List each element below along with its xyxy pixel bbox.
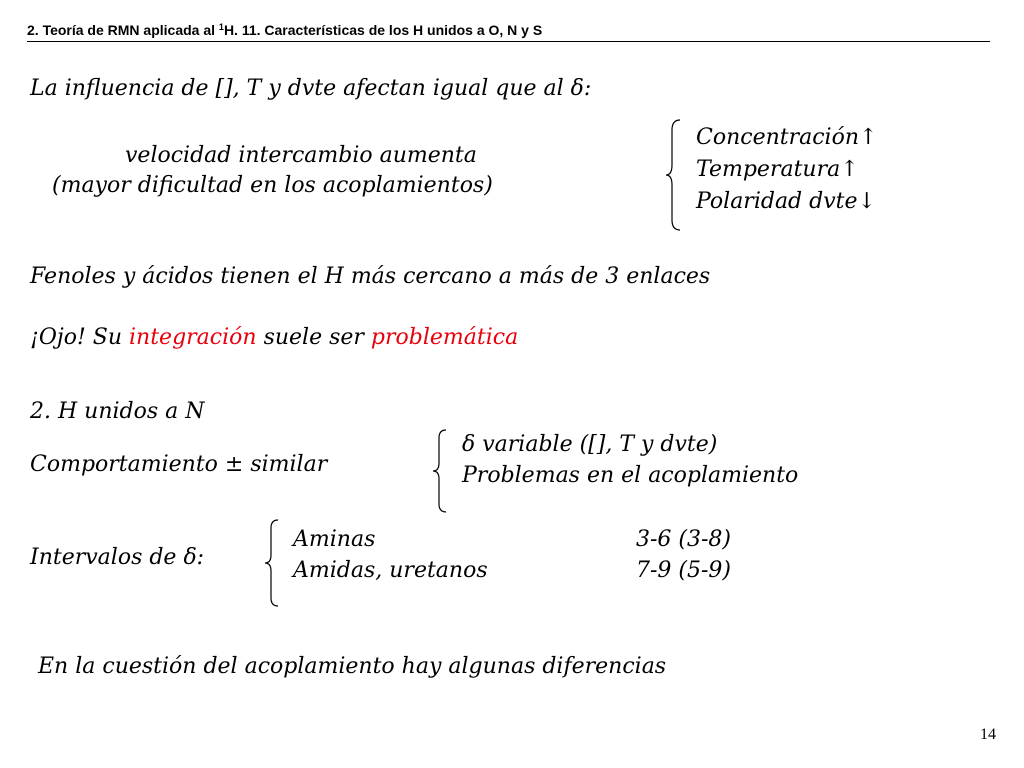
slide-title-superscript: 1	[218, 22, 224, 32]
effect-line-1: velocidad intercambio aumenta	[125, 143, 477, 168]
details-brace-icon	[431, 428, 451, 514]
detail-coupling-problems: Problemas en el acoplamiento	[462, 463, 799, 488]
behaviour-label: Comportamiento ± similar	[30, 452, 328, 477]
factor-concentration: Concentración↑	[696, 125, 878, 150]
interval-range-amines: 3-6 (3-8)	[636, 527, 732, 552]
warning-highlight-problematic: problemática	[370, 325, 519, 350]
detail-variable-shift: δ variable ([], T y dvte)	[462, 432, 718, 457]
phenols-note: Fenoles y ácidos tienen el H más cercano a más de 3 enlaces	[30, 264, 711, 289]
slide-title-prefix: 2. Teoría de RMN aplicada al	[27, 22, 219, 38]
effect-line-2: (mayor dificultad en los acoplamientos)	[52, 173, 493, 198]
integration-warning	[30, 323, 518, 353]
factors-brace-icon	[664, 118, 686, 232]
intervals-label: Intervalos de δ:	[30, 545, 205, 570]
interval-range-amides: 7-9 (5-9)	[636, 558, 732, 583]
warning-highlight-integration: integración	[129, 325, 257, 350]
section2-heading: 2. H unidos a N	[30, 399, 205, 424]
slide-title	[27, 22, 542, 38]
closing-note: En la cuestión del acoplamiento hay algunas diferencias	[38, 654, 667, 679]
warning-middle: suele ser	[256, 325, 371, 350]
warning-prefix: ¡Ojo! Su	[30, 325, 130, 350]
slide-title-suffix: H. 11. Características de los H unidos a O, N y S	[223, 22, 543, 38]
page-number: 14	[980, 726, 996, 743]
influence-intro: La influencia de [], T y dvte afectan igual que al δ:	[30, 76, 592, 101]
header-divider	[27, 41, 990, 42]
interval-name-amines: Aminas	[293, 527, 376, 552]
intervals-brace-icon	[263, 518, 283, 608]
factor-polarity: Polaridad dvte↓	[696, 189, 876, 214]
interval-name-amides: Amidas, uretanos	[293, 558, 488, 583]
factor-temperature: Temperatura↑	[696, 157, 859, 182]
